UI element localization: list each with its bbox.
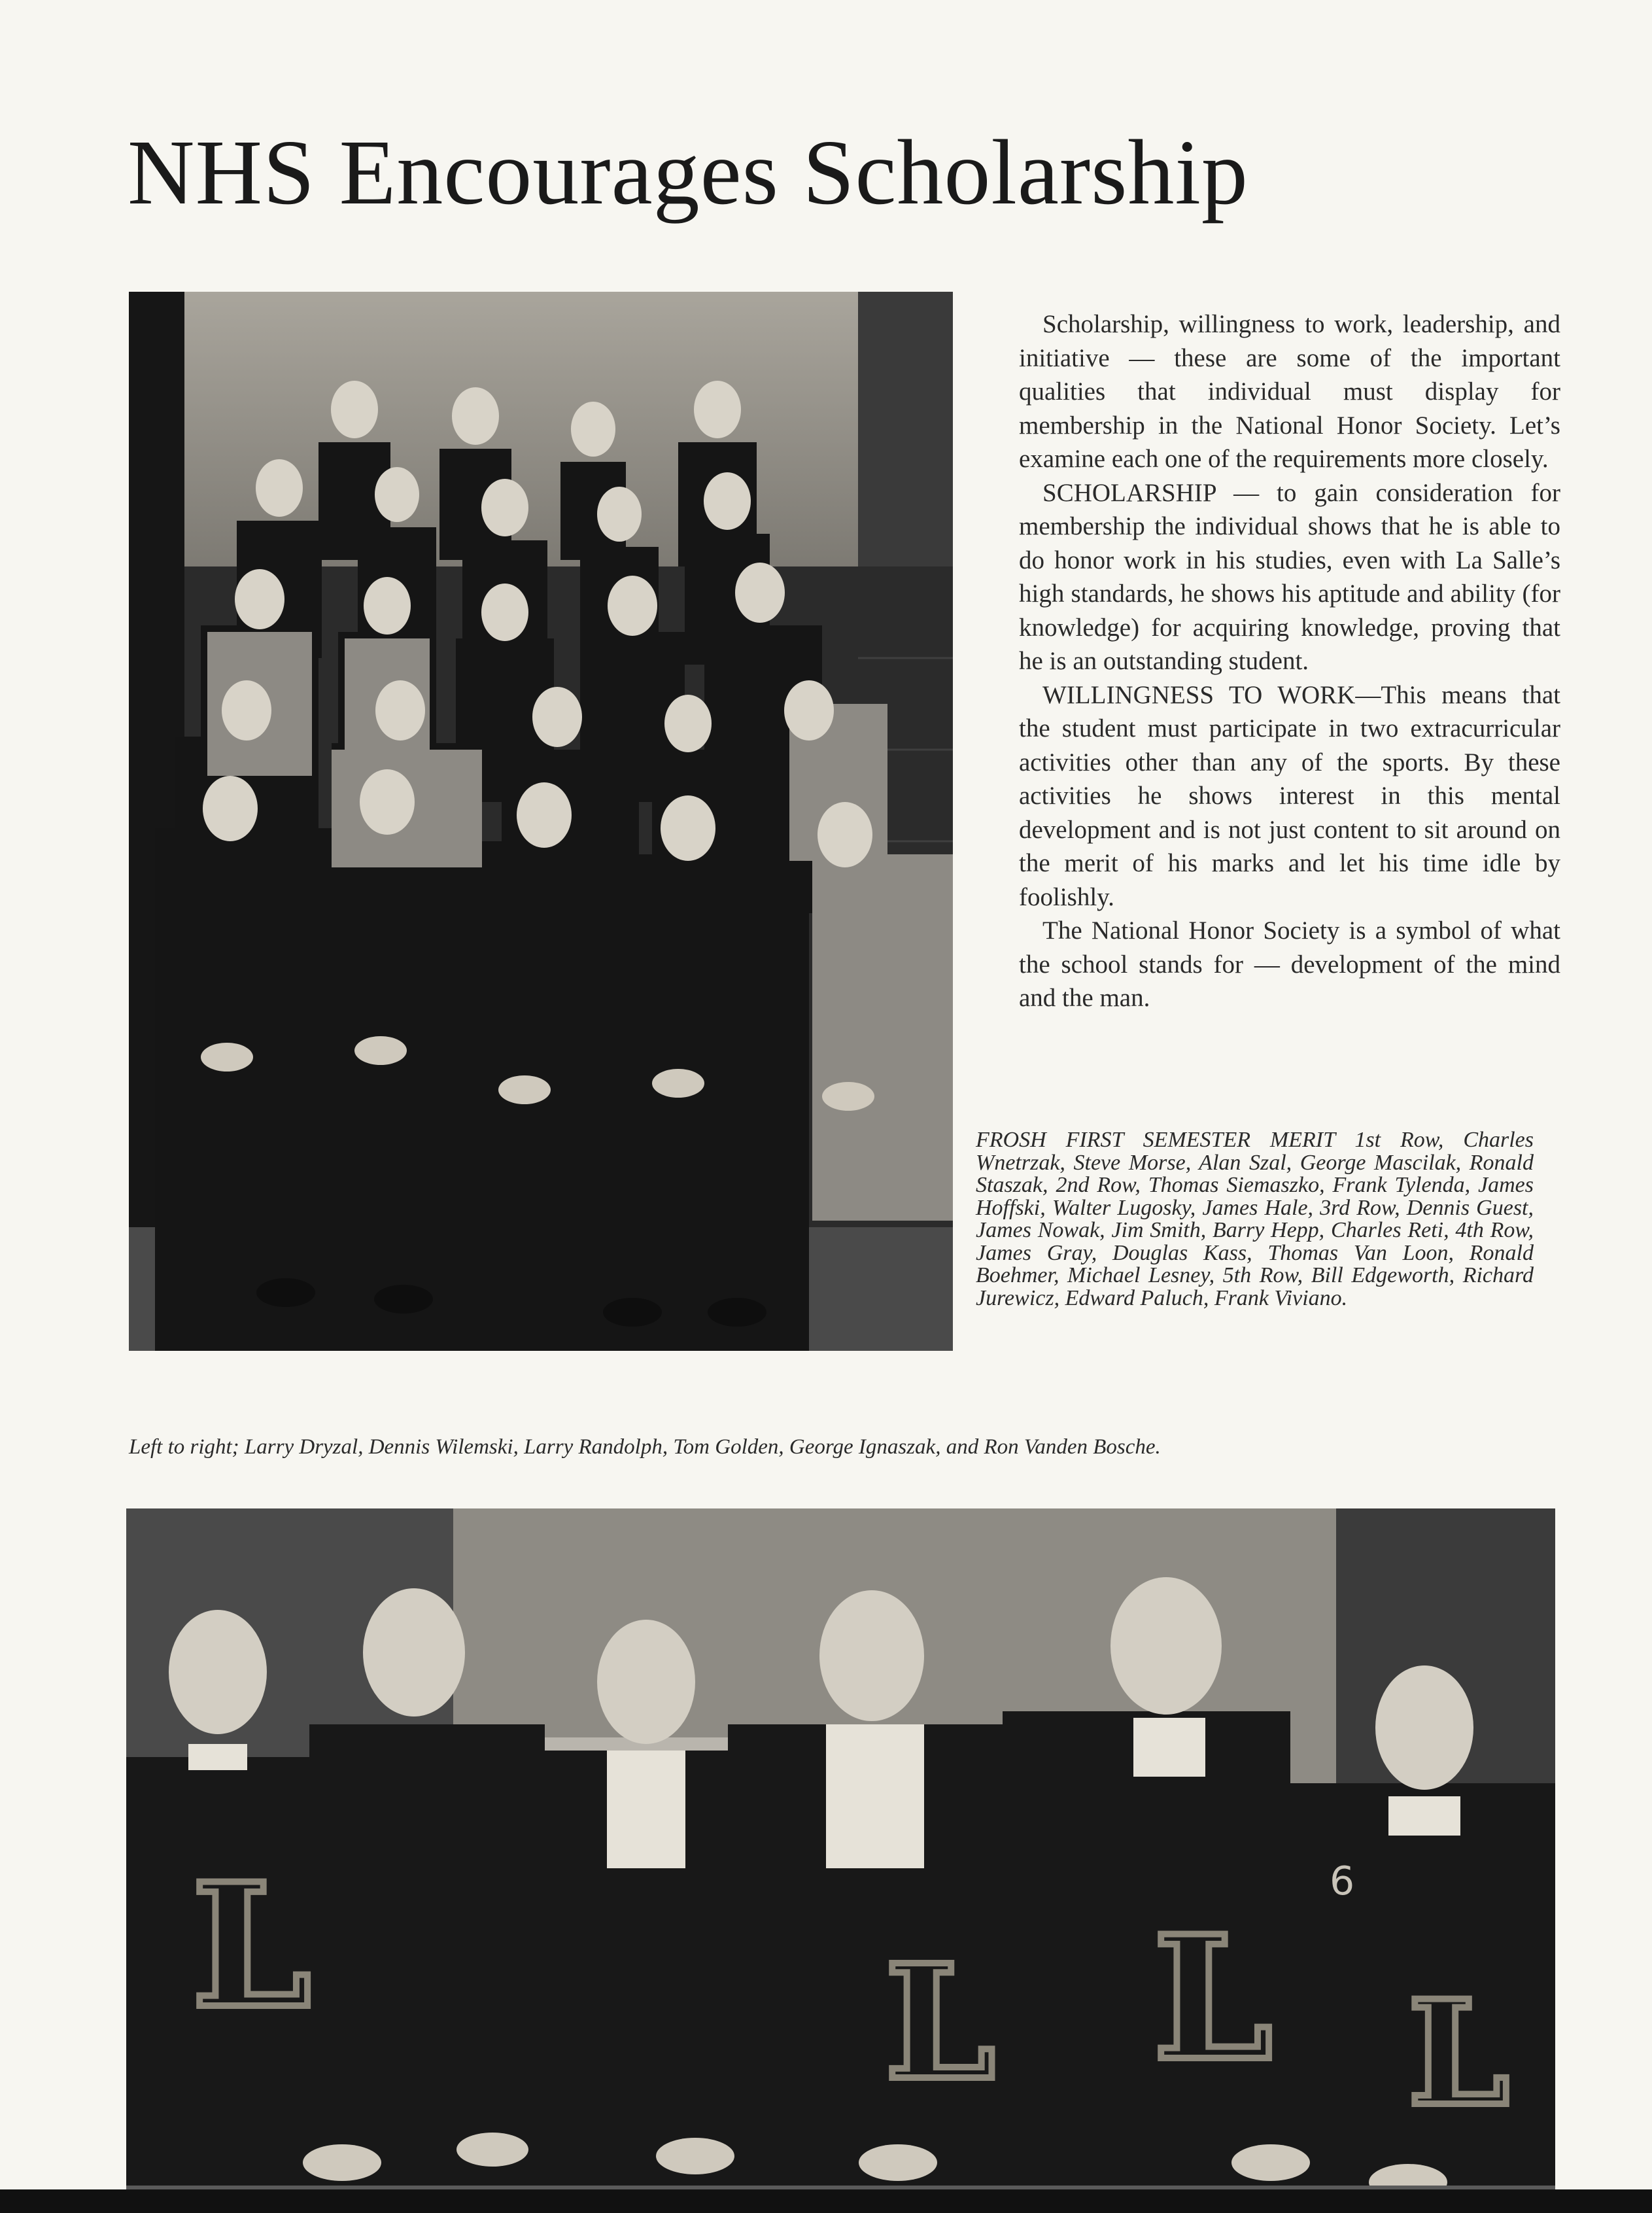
letter-l-2: L xyxy=(885,1930,995,2115)
letter-l-1: L xyxy=(192,1847,311,2046)
varsity-photo-illustration xyxy=(126,1508,1555,2213)
article-paragraph-scholarship: SCHOLARSHIP — to gain consideration for membership the individual shows that he is able to do honor work in his studies, even with La Salle’s high standards, he shows his aptitude and ability (for knowledge) for acquiring knowledge, proving that he is an outstanding student. xyxy=(1019,478,1560,675)
page-title: NHS Encourages Scholarship xyxy=(128,120,1248,224)
frosh-photo-illustration xyxy=(129,292,953,1351)
article-paragraph-willingness: WILLINGNESS TO WORK—This means that the student must participate in two extracurricular activities other than any of the sports. By these activities he shows interest in this mental development and is not just content to sit around on the merit of his marks and let his time idle by foolishly. xyxy=(1019,680,1560,911)
letter-l-4: L xyxy=(1408,1968,1509,2138)
article-body xyxy=(1019,307,1560,1015)
letter-l-3: L xyxy=(1153,1899,1273,2099)
article-paragraph-intro: Scholarship, willingness to work, leadership, and initiative — these are some of the important qualities that individual must display for membership in the National Honor Society. Let’s examine each one of the requirements more closely. xyxy=(1019,310,1560,473)
group-photo-caption: Left to right; Larry Dryzal, Dennis Wilemski, Larry Randolph, Tom Golden, George Ignaszak, and Ron Vanden Bosche. xyxy=(129,1435,1161,1459)
article-paragraph-closing: The National Honor Society is a symbol of what the school stands for — development of the mind and the man. xyxy=(1019,916,1560,1012)
varsity-group-photo xyxy=(126,1508,1555,2213)
page-bottom-edge xyxy=(0,2189,1652,2213)
frosh-merit-group-photo xyxy=(129,292,953,1351)
frosh-merit-caption: FROSH FIRST SEMESTER MERIT 1st Row, Charles Wnetrzak, Steve Morse, Alan Szal, George Mascilak, Ronald Staszak, 2nd Row, Thomas Siemaszko, Frank Tylenda, James Hoffski, Walter Lugosky, James Hale, 3rd Row, Dennis Guest, James Nowak, Jim Smith, Barry Hepp, Charles Reti, 4th Row, James Gray, Douglas Kass, Thomas Van Loon, Ronald Boehmer, Michael Lesney, 5th Row, Bill Edgeworth, Richard Jurewicz, Edward Paluch, Frank Viviano. xyxy=(976,1128,1534,1310)
jacket-number: 6 xyxy=(1330,1858,1355,1904)
